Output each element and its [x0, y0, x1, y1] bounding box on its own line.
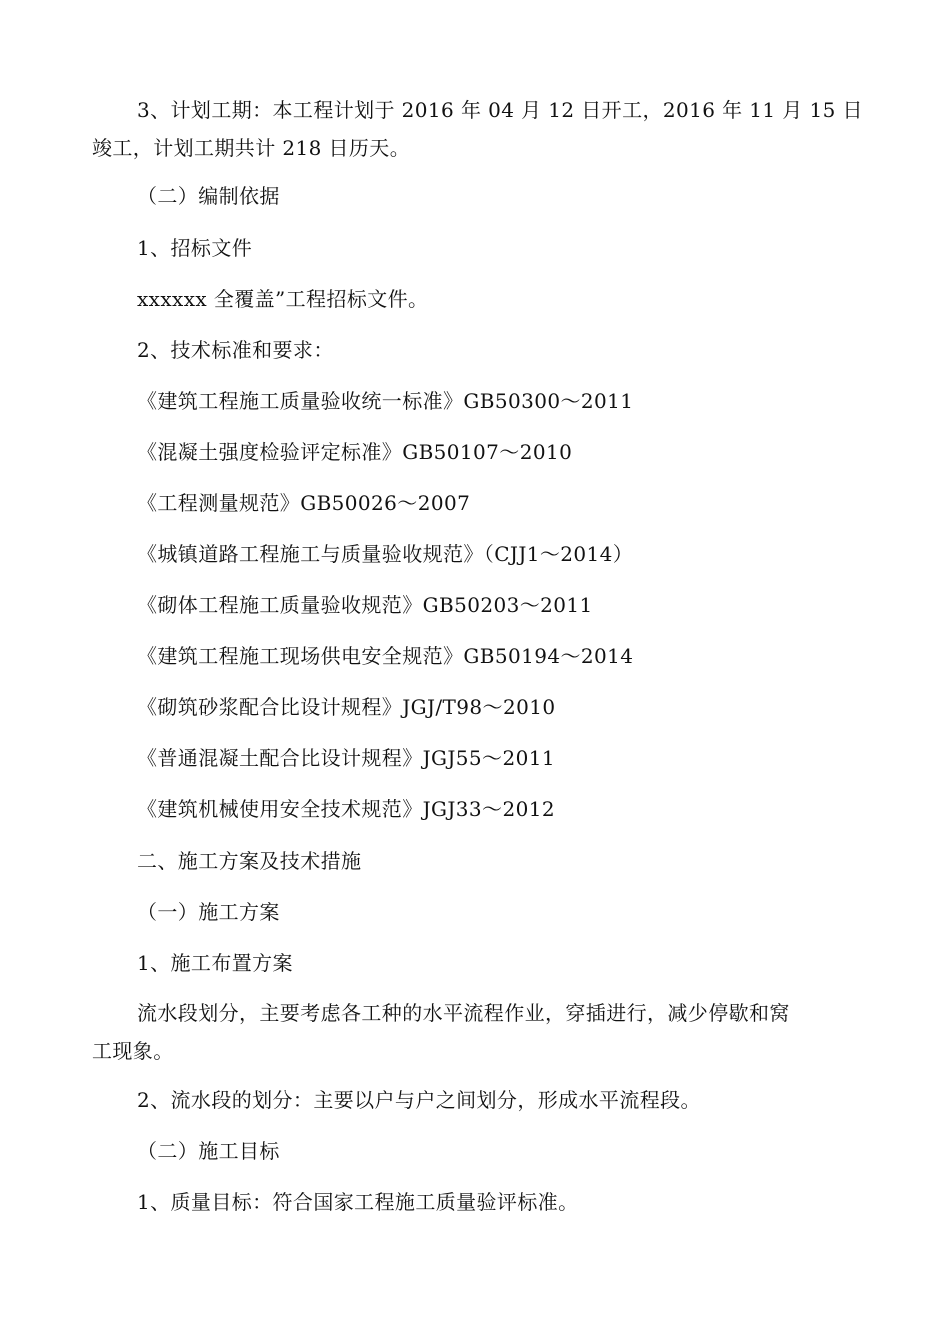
tender-docs-text: xxxxxx 全覆盖”工程招标文件。: [137, 287, 429, 311]
standard-gb50203: 《砌体工程施工质量验收规范》GB50203～2011: [137, 593, 593, 617]
standard-gb50107: 《混凝土强度检验评定标准》GB50107～2010: [137, 440, 573, 464]
standard-jgj33: 《建筑机械使用安全技术规范》JGJ33～2012: [137, 797, 555, 821]
item-standards: 2、技术标准和要求：: [137, 338, 334, 362]
standard-jgj-t98: 《砌筑砂浆配合比设计规程》JGJ/T98～2010: [137, 695, 556, 719]
section-heading-basis: （二）编制依据: [137, 184, 280, 208]
schedule-line-2: 竣工，计划工期共计 218 日历天。: [92, 136, 411, 160]
section-heading-goals: （二）施工目标: [137, 1139, 280, 1163]
item-quality-goal: 1、质量目标：符合国家工程施工质量验评标准。: [137, 1190, 579, 1214]
standard-cjj1: 《城镇道路工程施工与质量验收规范》（CJJ1～2014）: [137, 542, 634, 566]
standard-gb50194: 《建筑工程施工现场供电安全规范》GB50194～2014: [137, 644, 634, 668]
item-layout-plan: 1、施工布置方案: [137, 951, 293, 975]
chapter-heading-plan: 二、施工方案及技术措施: [137, 849, 362, 873]
standard-gb50026: 《工程测量规范》GB50026～2007: [137, 491, 471, 515]
item-tender-docs: 1、招标文件: [137, 236, 253, 260]
standard-gb50300: 《建筑工程施工质量验收统一标准》GB50300～2011: [137, 389, 634, 413]
item-flow-division: 2、流水段的划分：主要以户与户之间划分，形成水平流程段。: [137, 1088, 701, 1112]
schedule-line-1: 3、计划工期：本工程计划于 2016 年 04 月 12 日开工，2016 年 11 月 15 日: [137, 98, 863, 122]
standard-jgj55: 《普通混凝土配合比设计规程》JGJ55～2011: [137, 746, 555, 770]
section-heading-plan: （一）施工方案: [137, 900, 280, 924]
flow-section-line-2: 工现象。: [92, 1039, 174, 1063]
flow-section-line-1: 流水段划分，主要考虑各工种的水平流程作业，穿插进行，减少停歇和窝: [137, 1001, 790, 1025]
